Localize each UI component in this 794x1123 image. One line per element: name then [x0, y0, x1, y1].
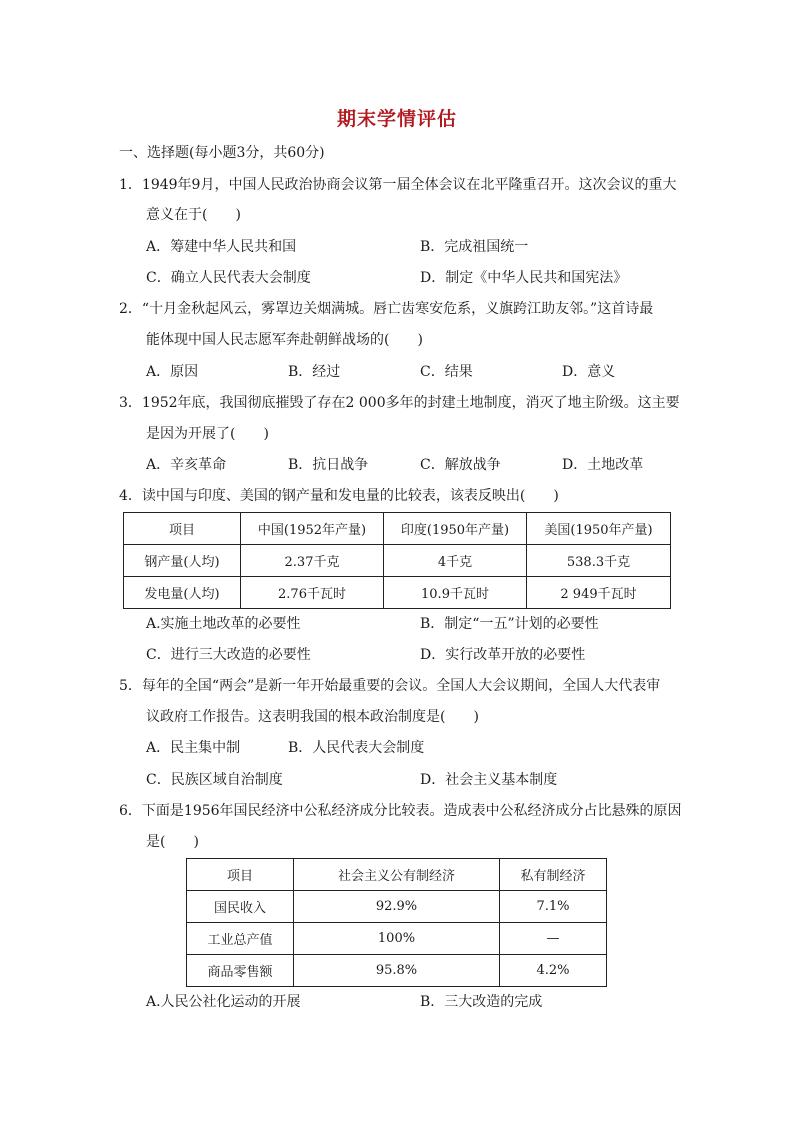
table-header-cell: 印度(1950年产量): [384, 513, 527, 545]
table-cell: 95.8%: [294, 955, 500, 987]
table-header-cell: 项目: [187, 859, 294, 891]
question-6-stem: 6．下面是1956年国民经济中公私经济成分比较表。造成表中公私经济成分占比悬殊的原因: [119, 803, 682, 819]
q5-option-b: B．人民代表大会制度: [288, 740, 425, 756]
table-row: [124, 545, 671, 577]
table-cell: 100%: [294, 923, 500, 955]
question-3-stem: 3．1952年底，我国彻底摧毁了存在2 000多年的封建土地制度，消灭了地主阶级。这主要: [119, 395, 680, 411]
question-1-stem: 1．1949年9月，中国人民政治协商会议第一届全体会议在北平隆重召开。这次会议的重大: [119, 177, 677, 193]
table-cell: 2.37千克: [241, 545, 384, 577]
table-row: [187, 923, 607, 955]
q1-option-b: B．完成祖国统一: [420, 239, 529, 255]
table-row: [187, 955, 607, 987]
q2-option-b: B．经过: [288, 364, 341, 380]
question-4-stem: 4．读中国与印度、美国的钢产量和发电量的比较表，该表反映出( ): [119, 488, 559, 504]
table-cell: 商品零售额: [187, 955, 294, 987]
q1-option-d: D．制定《中华人民共和国宪法》: [420, 270, 628, 286]
table-row: [187, 891, 607, 923]
table-cell: 2.76千瓦时: [241, 577, 384, 609]
q6-option-a: A.人民公社化运动的开展: [146, 994, 301, 1010]
table-header-cell: 私有制经济: [500, 859, 607, 891]
table-cell: —: [500, 923, 607, 955]
q2-option-c: C．结果: [420, 364, 473, 380]
question-5-stem: 5．每年的全国“两会”是新一年开始最重要的会议。全国人大会议期间，全国人大代表审: [119, 678, 661, 694]
table-cell: 4千克: [384, 545, 527, 577]
q2-option-d: D．意义: [562, 364, 616, 380]
steel-power-comparison-table: [123, 512, 671, 609]
question-2-stem: 2．“十月金秋起风云，雾罩边关烟满城。唇亡齿寒安危系，义旗跨江助友邻。”这首诗最: [119, 301, 654, 317]
table-cell: 钢产量(人均): [124, 545, 241, 577]
page-title: 期末学情评估: [336, 108, 457, 130]
q5-option-d: D．社会主义基本制度: [420, 772, 558, 788]
public-private-economy-table: [186, 858, 607, 987]
question-5-stem-cont: 议政府工作报告。这表明我国的根本政治制度是( ): [146, 709, 479, 725]
table-row: [124, 577, 671, 609]
q5-option-c: C．民族区域自治制度: [146, 772, 283, 788]
question-6-stem-cont: 是( ): [146, 834, 199, 850]
q1-option-c: C．确立人民代表大会制度: [146, 270, 311, 286]
table-header-cell: 美国(1950年产量): [527, 513, 671, 545]
table-header-row: [187, 859, 607, 891]
q3-option-d: D．土地改革: [562, 457, 644, 473]
table-cell: 工业总产值: [187, 923, 294, 955]
q3-option-c: C．解放战争: [420, 457, 501, 473]
question-3-stem-cont: 是因为开展了( ): [146, 426, 269, 442]
table-header-cell: 社会主义公有制经济: [294, 859, 500, 891]
q6-option-b: B．三大改造的完成: [420, 994, 543, 1010]
q5-option-a: A．民主集中制: [146, 740, 241, 756]
table-header-cell: 项目: [124, 513, 241, 545]
q4-option-d: D．实行改革开放的必要性: [420, 647, 586, 663]
table-cell: 国民收入: [187, 891, 294, 923]
table-cell: 4.2%: [500, 955, 607, 987]
table-header-row: [124, 513, 671, 545]
q3-option-a: A．辛亥革命: [146, 457, 227, 473]
q4-option-a: A.实施土地改革的必要性: [146, 616, 301, 632]
table-cell: 92.9%: [294, 891, 500, 923]
q1-option-a: A．筹建中华人民共和国: [146, 239, 297, 255]
table-cell: 发电量(人均): [124, 577, 241, 609]
q2-option-a: A．原因: [146, 364, 199, 380]
table-cell: 10.9千瓦时: [384, 577, 527, 609]
table-cell: 2 949千瓦时: [527, 577, 671, 609]
table-header-cell: 中国(1952年产量): [241, 513, 384, 545]
table-cell: 7.1%: [500, 891, 607, 923]
q4-option-c: C．进行三大改造的必要性: [146, 647, 311, 663]
q3-option-b: B．抗日战争: [288, 457, 369, 473]
question-2-stem-cont: 能体现中国人民志愿军奔赴朝鲜战场的( ): [146, 332, 423, 348]
table-cell: 538.3千克: [527, 545, 671, 577]
q4-option-b: B．制定“一五”计划的必要性: [420, 616, 599, 632]
section-heading: 一、选择题(每小题3分，共60分): [119, 145, 325, 161]
question-1-stem-cont: 意义在于( ): [146, 207, 241, 223]
